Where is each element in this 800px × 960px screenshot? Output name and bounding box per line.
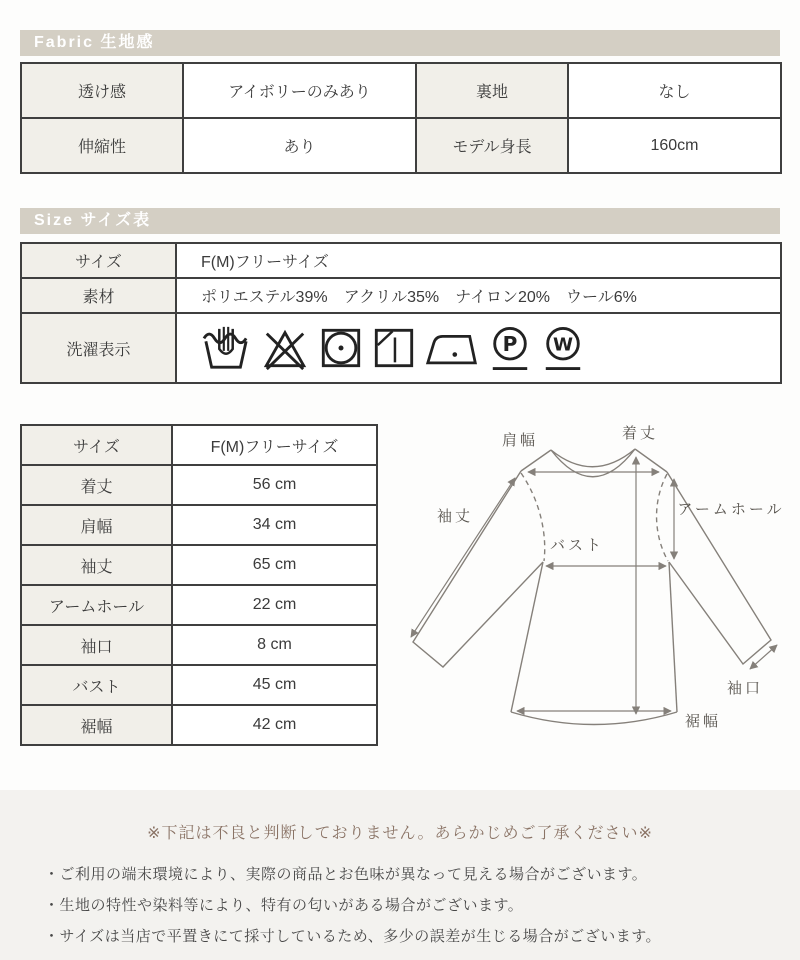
measure-shoulder-label: 肩幅 <box>21 505 172 545</box>
garment-diagram <box>393 420 799 750</box>
measure-armhole-value: 22 cm <box>172 585 377 625</box>
measure-header-label: サイズ <box>21 425 172 465</box>
measure-cuff-value: 8 cm <box>172 625 377 665</box>
table-row <box>21 425 377 465</box>
fabric-lining-value: なし <box>568 63 781 118</box>
table-row <box>21 313 781 383</box>
diagram-label-cuff: 袖口 <box>726 680 764 697</box>
fabric-lining-label: 裏地 <box>416 63 568 118</box>
table-row <box>21 278 781 313</box>
diagram-label-bust: バスト <box>549 537 605 554</box>
measure-shoulder-value: 34 cm <box>172 505 377 545</box>
table-row <box>21 545 377 585</box>
diagram-label-shoulder: 肩幅 <box>501 432 539 449</box>
diagram-label-armhole: アームホール <box>677 501 785 518</box>
list-item: ・生地の特性や染料等により、特有の匂いがある場合がございます。 <box>44 897 524 914</box>
hand-wash-icon <box>201 325 251 371</box>
sleeve-arrow <box>411 478 515 637</box>
notes-headline: ※下記は不良と判断しておりません。あらかじめご了承ください※ <box>147 825 653 842</box>
table-row <box>21 63 781 118</box>
table-row <box>21 118 781 173</box>
table-row <box>21 585 377 625</box>
fabric-model-height-value: 160cm <box>568 118 781 173</box>
measure-sleeve-label: 袖丈 <box>21 545 172 585</box>
fabric-sheer-value: アイボリーのみあり <box>183 63 416 118</box>
table-row <box>21 705 377 745</box>
notes-list <box>44 859 800 952</box>
measure-header-value: F(M)フリーサイズ <box>172 425 377 465</box>
spec-material-label: 素材 <box>21 278 176 313</box>
spec-care-value <box>176 313 781 383</box>
cuff-arrow <box>750 645 777 669</box>
measure-hem-value: 42 cm <box>172 705 377 745</box>
size-section-header: Size サイズ表 <box>20 208 780 234</box>
measure-length-value: 56 cm <box>172 465 377 505</box>
garment-outline <box>413 449 771 725</box>
fabric-model-height-label: モデル身長 <box>416 118 568 173</box>
svg-text:P: P <box>502 331 518 356</box>
notes-section <box>0 790 800 960</box>
diagram-label-length: 着丈 <box>621 425 659 442</box>
spec-table <box>20 242 782 384</box>
fabric-stretch-value: あり <box>183 118 416 173</box>
fabric-table <box>20 62 782 174</box>
list-item: ・サイズは当店で平置きにて採寸しているため、多少の誤差が生じる場合がございます。 <box>44 928 662 945</box>
measure-bust-value: 45 cm <box>172 665 377 705</box>
spec-material-value: ポリエステル39% アクリル35% ナイロン20% ウール6% <box>176 278 781 313</box>
measurements-table <box>20 424 378 746</box>
table-row <box>21 243 781 278</box>
table-row <box>21 625 377 665</box>
spec-size-value: F(M)フリーサイズ <box>176 243 781 278</box>
fabric-section-header: Fabric 生地感 <box>20 30 780 56</box>
list-item: ・ご利用の端末環境により、実際の商品とお色味が異なって見える場合がございます。 <box>44 866 648 883</box>
measure-cuff-label: 袖口 <box>21 625 172 665</box>
table-row <box>21 465 377 505</box>
diagram-label-hem: 裾幅 <box>685 713 722 730</box>
line-dry-shade-icon <box>372 326 416 370</box>
iron-low-icon <box>425 326 479 370</box>
measure-armhole-label: アームホール <box>21 585 172 625</box>
spec-care-label: 洗濯表示 <box>21 313 176 383</box>
svg-text:W: W <box>552 334 574 356</box>
measure-hem-label: 裾幅 <box>21 705 172 745</box>
measure-sleeve-value: 65 cm <box>172 545 377 585</box>
table-row <box>21 505 377 545</box>
wet-clean-w-icon <box>541 324 585 372</box>
dry-clean-p-icon <box>488 324 532 372</box>
care-symbols <box>201 322 780 374</box>
spec-size-label: サイズ <box>21 243 176 278</box>
tumble-dry-low-icon <box>319 326 363 370</box>
table-row <box>21 665 377 705</box>
fabric-stretch-label: 伸縮性 <box>21 118 183 173</box>
do-not-bleach-icon <box>260 325 310 371</box>
measure-length-label: 着丈 <box>21 465 172 505</box>
fabric-sheer-label: 透け感 <box>21 63 183 118</box>
diagram-label-sleeve: 袖丈 <box>436 508 474 525</box>
measure-bust-label: バスト <box>21 665 172 705</box>
measurement-arrows <box>411 457 777 714</box>
